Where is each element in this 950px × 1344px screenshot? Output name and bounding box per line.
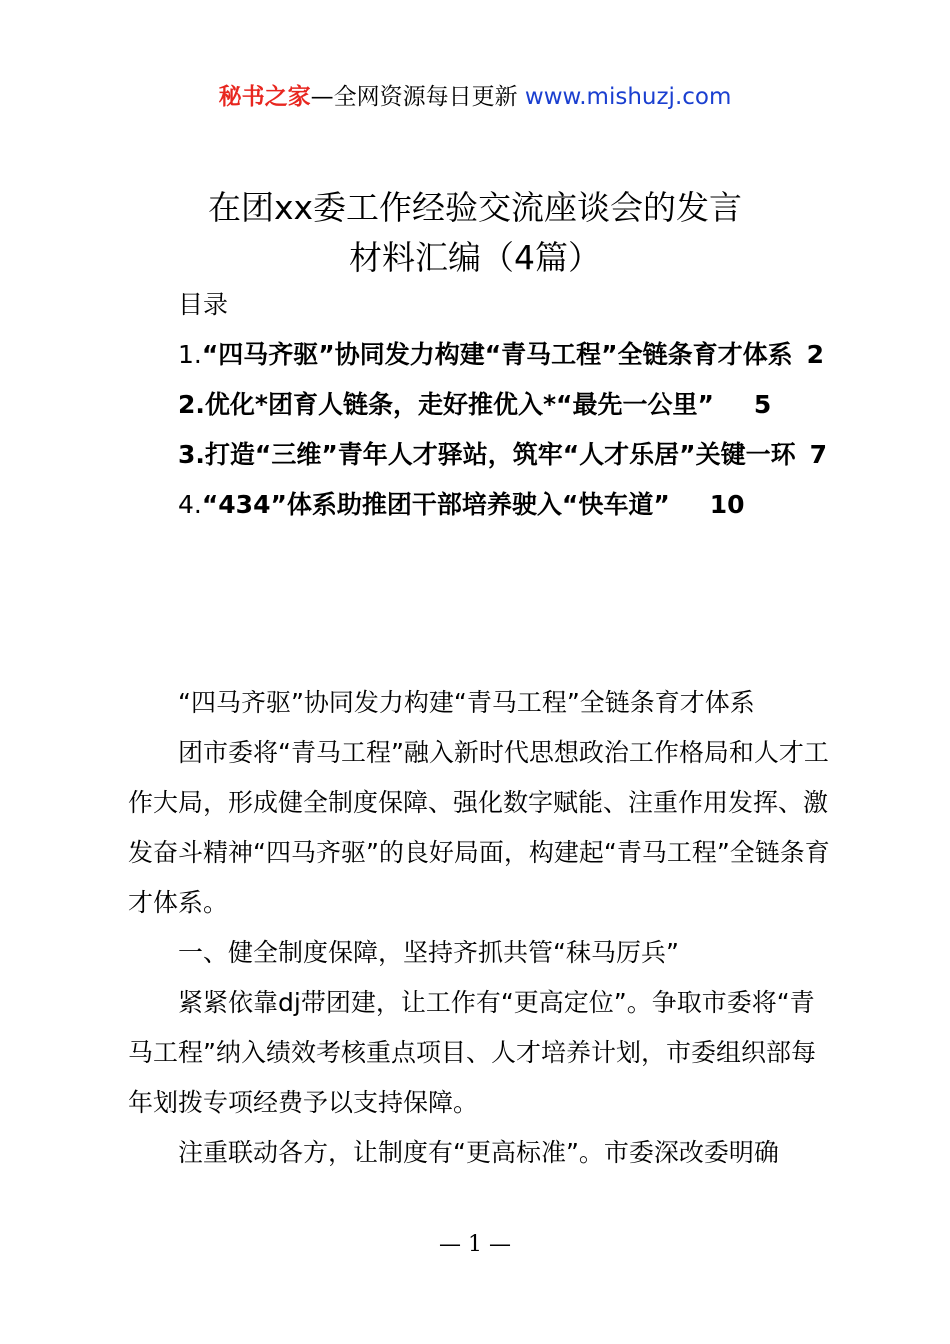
body-heading: 一、健全制度保障，坚持齐抓共管“秣马厉兵” — [178, 938, 679, 967]
document-body — [128, 678, 834, 1178]
body-paragraph: 紧紧依靠dj带团建，让工作有“更高定位”。争取市委将“青马工程”纳入绩效考核重点项目、人才培养计划，市委组织部每年划拨专项经费予以支持保障。 — [128, 988, 816, 1117]
toc-item-number: 1. — [178, 340, 202, 369]
toc-item[interactable] — [128, 330, 834, 380]
toc-item-text: 2.优化*团育人链条，走好推优入*“最先一公里” — [178, 390, 714, 419]
toc-item[interactable] — [128, 380, 834, 430]
toc-item-page: 2 — [806, 340, 824, 369]
body-paragraph: 团市委将“青马工程”融入新时代思想政治工作格局和人才工作大局，形成健全制度保障、强化数字赋能、注重作用发挥、激发奋斗精神“四马齐驱”的良好局面，构建起“青马工程”全链条育才体系。 — [128, 738, 830, 917]
banner-brand: 秘书之家 — [218, 84, 311, 110]
document-title-line-1: 在团xx委工作经验交流座谈会的发言 — [207, 188, 743, 227]
toc-item-number: 4. — [178, 490, 202, 519]
section-title: “四马齐驱”协同发力构建“青马工程”全链条育才体系 — [178, 688, 755, 717]
document-title-line-2: 材料汇编（4篇） — [349, 238, 601, 277]
toc-item-page: 10 — [709, 490, 745, 519]
toc-item[interactable] — [128, 480, 834, 530]
toc-item-page: 5 — [753, 390, 772, 419]
banner-slogan: —全网资源每日更新 — [310, 84, 525, 110]
toc-label: 目录 — [178, 290, 229, 319]
toc-item-text: 3.打造“三维”青年人才驿站，筑牢“人才乐居”关键一环 — [178, 440, 796, 469]
body-paragraph: 注重联动各方，让制度有“更高标准”。市委深改委明确 — [178, 1138, 779, 1167]
toc-item-text: “四马齐驱”协同发力构建“青马工程”全链条育才体系 — [201, 340, 793, 369]
table-of-contents — [128, 330, 834, 530]
toc-item-text: “434”体系助推团干部培养驶入“快车道” — [201, 490, 670, 519]
site-banner — [0, 82, 950, 112]
toc-item[interactable] — [128, 430, 834, 480]
toc-item-page: 7 — [809, 440, 828, 469]
banner-url-link[interactable]: www.mishuzj.com — [524, 84, 732, 110]
page-number: — 1 — — [439, 1232, 511, 1257]
